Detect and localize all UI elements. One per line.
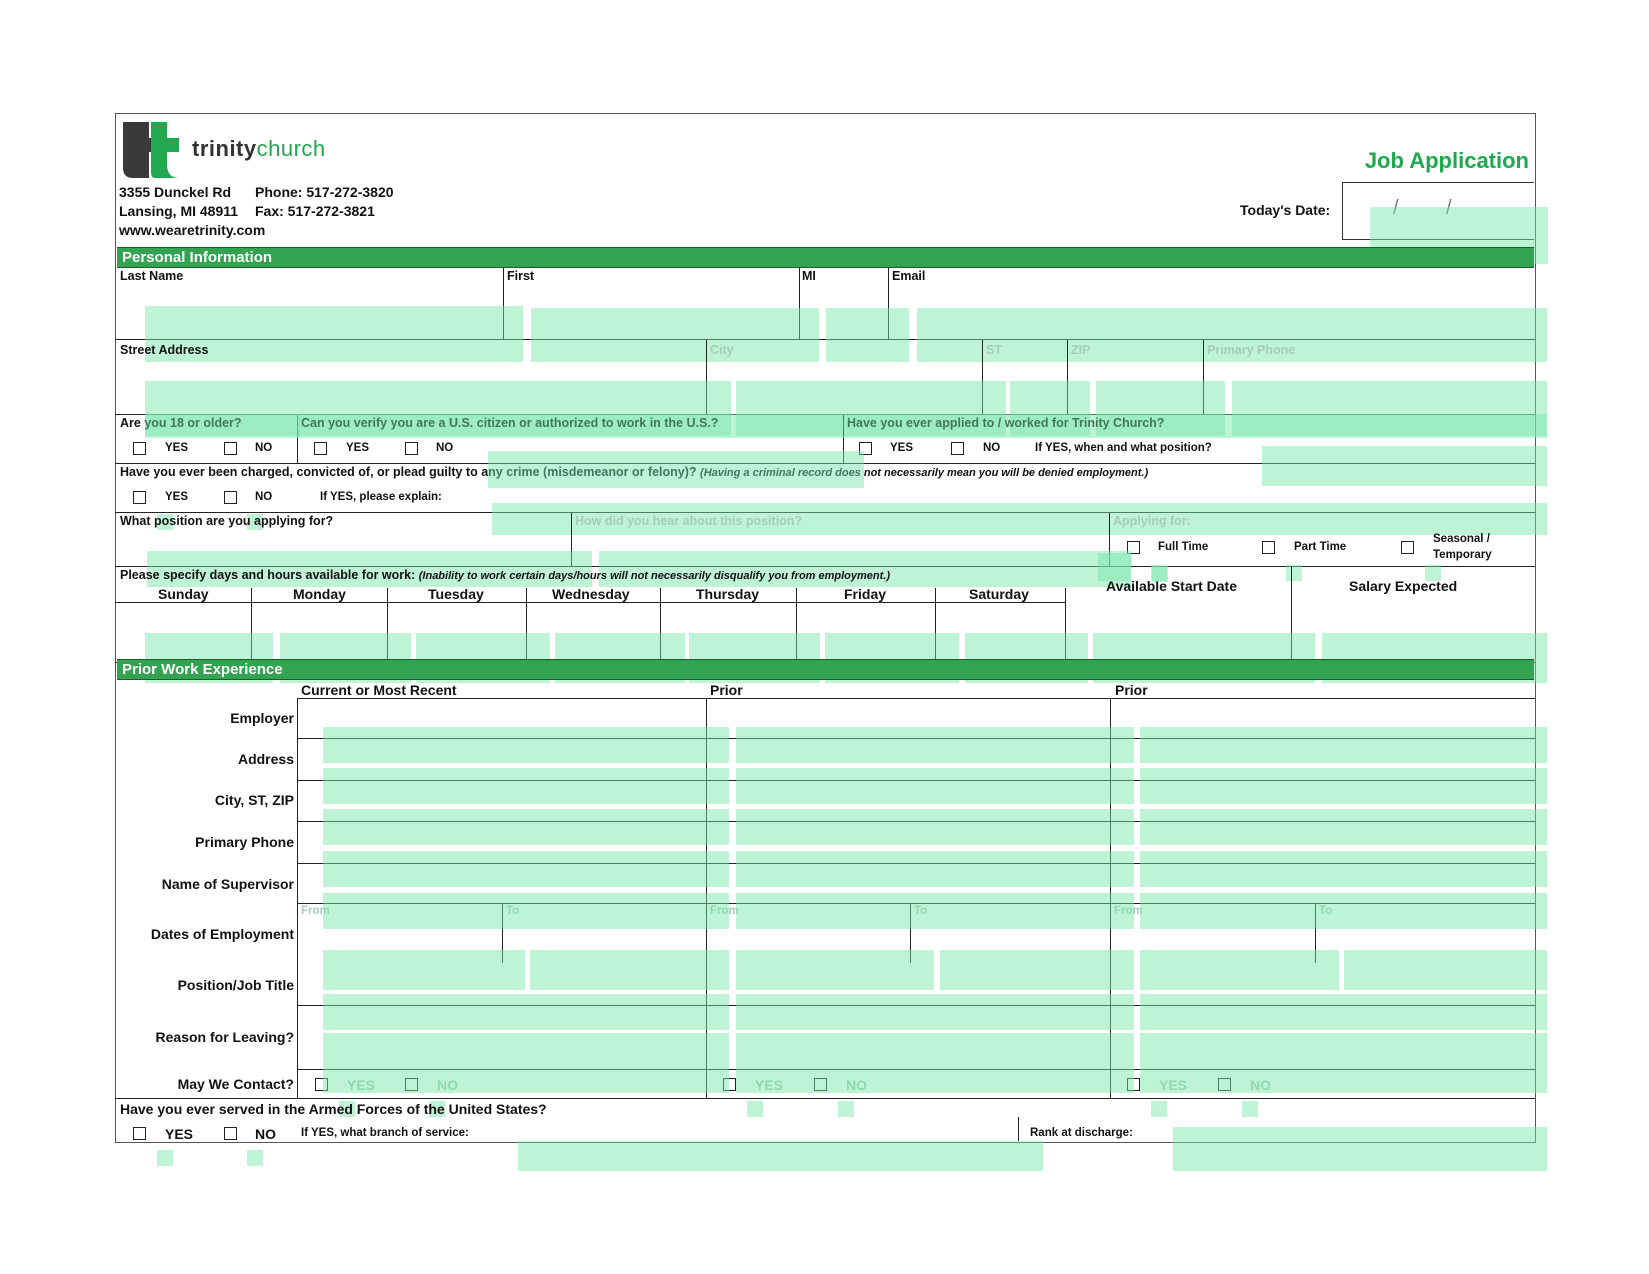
position-input-2[interactable] [736, 994, 1134, 1030]
worked-yes-label: YES [890, 442, 914, 454]
church-logo [123, 120, 181, 178]
military-branch-label: If YES, what branch of service: [301, 1127, 469, 1139]
worked-position-field[interactable] [1262, 446, 1547, 486]
contact-yes-label-1: YES [347, 1077, 376, 1093]
row-reason: Reason for Leaving? [155, 1029, 294, 1045]
military-rank-input[interactable] [1173, 1127, 1547, 1171]
church-name-light: church [256, 136, 326, 161]
supervisor-input-3[interactable] [1140, 893, 1547, 929]
salary-label: Salary Expected [1349, 578, 1458, 594]
primary-phone-label: Primary Phone [1207, 343, 1296, 357]
row-address: Address [237, 751, 294, 767]
military-rank-label: Rank at discharge: [1030, 1127, 1133, 1139]
mi-label: MI [802, 269, 816, 283]
date-from-input-1[interactable] [323, 950, 525, 990]
worked-no-checkbox[interactable] [951, 442, 964, 455]
first-name-input[interactable] [531, 308, 819, 362]
church-name [192, 136, 326, 162]
employer-input-2[interactable] [736, 727, 1134, 763]
reason-input-2[interactable] [736, 1033, 1134, 1093]
row-contact: May We Contact? [177, 1076, 294, 1092]
todays-date-label: Today's Date: [1240, 202, 1331, 218]
church-name-bold: trinity [192, 136, 257, 161]
military-no-checkbox[interactable] [224, 1127, 237, 1140]
availability-question [120, 568, 890, 582]
date-separator-2: / [1446, 197, 1452, 219]
to-label-1: To [506, 905, 520, 917]
city-st-zip-input-2[interactable] [736, 809, 1134, 845]
row-employer: Employer [230, 710, 294, 726]
position-input-3[interactable] [1140, 994, 1547, 1030]
position-question: What position are you applying for? [120, 514, 334, 528]
part-time-checkbox[interactable] [1262, 541, 1275, 554]
charged-no-label: NO [255, 491, 273, 503]
row-primary-phone: Primary Phone [195, 834, 294, 850]
contact-no-label-3: NO [1250, 1077, 1271, 1093]
date-to-input-1[interactable] [530, 950, 729, 990]
email-label: Email [892, 269, 926, 283]
part-time-target[interactable] [1286, 565, 1302, 581]
military-yes-target[interactable] [157, 1150, 173, 1166]
citizen-yes-label: YES [346, 442, 370, 454]
mi-input[interactable] [826, 308, 909, 362]
row-supervisor: Name of Supervisor [161, 876, 294, 892]
citizen-no-checkbox[interactable] [405, 442, 418, 455]
military-no-target[interactable] [247, 1150, 263, 1166]
charged-question-text: Have you ever been charged, convicted of, or plead guilty to any crime (misdemeanor or felony)? [120, 465, 697, 479]
row-city-st-zip: City, ST, ZIP [214, 792, 294, 808]
personal-info-title: Personal Information [122, 249, 273, 266]
contact-yes-target-3[interactable] [1151, 1101, 1167, 1117]
position-input-1[interactable] [323, 994, 729, 1030]
worked-answer-field[interactable] [847, 414, 1547, 438]
part-time-label: Part Time [1294, 541, 1347, 553]
date-to-input-2[interactable] [940, 950, 1134, 990]
day-saturday: Saturday [969, 586, 1029, 602]
reason-input-1[interactable] [323, 1033, 729, 1093]
street-address-text: Street Address [120, 343, 209, 357]
military-no-label: NO [255, 1126, 276, 1142]
day-thursday: Thursday [696, 586, 760, 602]
charged-note: (Having a criminal record does not necessarily mean you will be denied employment.) [700, 467, 1149, 479]
availability-text: Please specify days and hours available for work: [120, 568, 416, 582]
website: www.wearetrinity.com [119, 222, 266, 238]
supervisor-input-2[interactable] [736, 893, 1134, 929]
col-header-prior-2: Prior [1115, 682, 1148, 698]
charged-yes-label: YES [165, 491, 189, 503]
start-date-label: Available Start Date [1106, 578, 1237, 594]
contact-no-target-2[interactable] [838, 1101, 854, 1117]
age-yes-checkbox[interactable] [133, 442, 146, 455]
charged-no-checkbox[interactable] [224, 491, 237, 504]
phone-input-2[interactable] [736, 851, 1134, 887]
contact-no-label-1: NO [437, 1077, 458, 1093]
last-name-label: Last Name [120, 269, 184, 283]
contact-yes-label-2: YES [755, 1077, 784, 1093]
temporary-label: Temporary [1433, 549, 1492, 561]
to-label-2: To [914, 905, 928, 917]
age-answer-field[interactable] [145, 414, 300, 438]
military-yes-checkbox[interactable] [133, 1127, 146, 1140]
worked-no-label: NO [983, 442, 1001, 454]
hear-question: How did you hear about this position? [575, 514, 803, 528]
reason-input-3[interactable] [1140, 1033, 1547, 1093]
from-label-1: From [301, 905, 330, 917]
worked-followup-label: If YES, when and what position? [1035, 442, 1212, 454]
day-monday: Monday [293, 586, 346, 602]
street-address-label [120, 343, 208, 357]
full-time-label: Full Time [1158, 541, 1209, 553]
age-question: Are you 18 or older? [120, 416, 242, 430]
phone-input-3[interactable] [1140, 851, 1547, 887]
day-friday: Friday [844, 586, 887, 602]
work-experience-header [117, 659, 1534, 680]
address-input-1[interactable] [323, 768, 729, 804]
age-yes-label: YES [165, 442, 189, 454]
citizen-answer-field[interactable] [297, 414, 847, 438]
day-wednesday: Wednesday [552, 586, 630, 602]
row-dates: Dates of Employment [150, 926, 294, 942]
date-separator-1: / [1393, 197, 1399, 219]
from-label-3: From [1114, 905, 1143, 917]
personal-info-header [117, 247, 1534, 268]
age-no-label: NO [255, 442, 273, 454]
contact-yes-target-2[interactable] [747, 1101, 763, 1117]
supervisor-input-1[interactable] [323, 893, 729, 929]
city-st-zip-input-1[interactable] [323, 809, 729, 845]
first-name-label: First [507, 269, 535, 283]
city-st-zip-input-3[interactable] [1140, 809, 1547, 845]
worked-question: Have you ever applied to / worked for Trinity Church? [847, 416, 1165, 430]
charged-followup-label: If YES, please explain: [320, 491, 442, 503]
contact-no-label-2: NO [846, 1077, 867, 1093]
zip-label: ZIP [1071, 343, 1091, 357]
date-from-input-2[interactable] [736, 950, 934, 990]
employer-input-3[interactable] [1140, 727, 1547, 763]
day-tuesday: Tuesday [428, 586, 484, 602]
charged-answer-field[interactable] [488, 451, 864, 488]
contact-yes-label-3: YES [1159, 1077, 1188, 1093]
citizen-yes-checkbox[interactable] [314, 442, 327, 455]
form-title: Job Application [1364, 148, 1529, 173]
citizen-question: Can you verify you are a U.S. citizen or authorized to work in the U.S.? [301, 416, 719, 430]
applying-for-label: Applying for: [1113, 514, 1191, 528]
contact-no-target-3[interactable] [1242, 1101, 1258, 1117]
col-header-current: Current or Most Recent [301, 682, 457, 698]
military-question: Have you ever served in the Armed Forces of the United States? [120, 1101, 547, 1117]
col-header-prior-1: Prior [710, 682, 743, 698]
address-input-3[interactable] [1140, 768, 1547, 804]
row-position: Position/Job Title [177, 977, 294, 993]
address-line-2: Lansing, MI 48911 [119, 203, 239, 219]
state-label: ST [986, 343, 1002, 357]
city-label: City [710, 343, 734, 357]
day-sunday: Sunday [158, 586, 209, 602]
charged-yes-checkbox[interactable] [133, 491, 146, 504]
availability-target-1[interactable] [1152, 566, 1168, 582]
seasonal-label: Seasonal / [1433, 533, 1490, 545]
date-to-input-3[interactable] [1344, 950, 1547, 990]
availability-answer-field[interactable] [1098, 553, 1131, 581]
fax: Fax: 517-272-3821 [255, 203, 375, 219]
employer-input-1[interactable] [323, 727, 729, 763]
to-label-3: To [1319, 905, 1333, 917]
military-branch-input[interactable] [518, 1141, 1043, 1171]
availability-note: (Inability to work certain days/hours will not necessarily disqualify you from employment.) [418, 570, 891, 582]
date-from-input-3[interactable] [1140, 950, 1339, 990]
address-input-2[interactable] [736, 768, 1134, 804]
military-yes-label: YES [165, 1126, 194, 1142]
work-experience-title: Prior Work Experience [122, 661, 283, 678]
address-line-1: 3355 Dunckel Rd [119, 184, 232, 200]
phone: Phone: 517-272-3820 [255, 184, 394, 200]
age-no-checkbox[interactable] [224, 442, 237, 455]
phone-input-1[interactable] [323, 851, 729, 887]
from-label-2: From [710, 905, 739, 917]
citizen-no-label: NO [436, 442, 454, 454]
seasonal-checkbox[interactable] [1401, 541, 1414, 554]
